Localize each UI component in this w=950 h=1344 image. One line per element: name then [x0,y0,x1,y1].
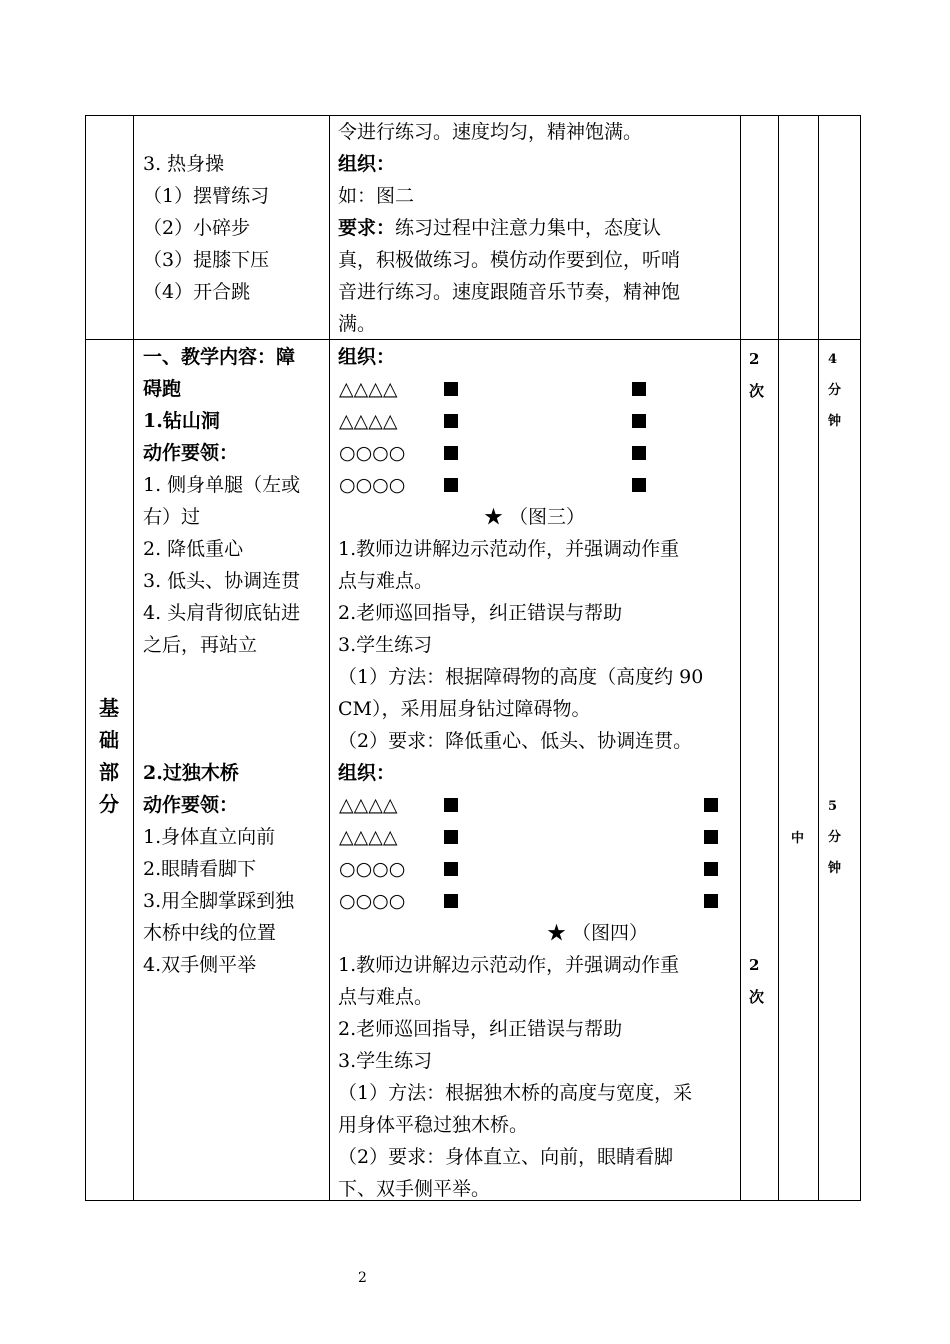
method-step: 3.学生练习 [338,1050,433,1072]
marker-square [704,894,718,908]
marker-square [632,382,646,396]
intensity-level: 中 [791,831,805,846]
column-divider [133,115,134,1201]
formation-row: ○○○○ [339,858,406,880]
item-title: 2.过独木桥 [143,762,239,784]
essential-point: 1.身体直立向前 [143,826,276,848]
content-heading: 一、教学内容：障 [143,346,296,368]
method-step: 下、双手侧平举。 [338,1178,491,1200]
warmup-org-text: 如：图二 [338,185,415,207]
method-step: 点与难点。 [338,570,434,592]
item-title: 1.钻山洞 [143,410,220,432]
method-step: 2.老师巡回指导，纠正错误与帮助 [338,602,623,624]
section-label-char: 基 [99,696,119,720]
essential-point: 之后，再站立 [143,634,258,656]
marker-square [444,414,458,428]
warmup-req-text: 真，积极做练习。模仿动作要到位，听哨 [338,249,681,271]
method-step: 点与难点。 [338,986,434,1008]
marker-square [632,446,646,460]
essential-point: 木桥中线的位置 [143,922,277,944]
column-divider [740,115,741,1201]
table-right-border [860,115,861,1201]
method-step: 1.教师边讲解边示范动作，并强调动作重 [338,538,680,560]
repetitions-unit: 次 [749,988,765,1006]
org-label: 组织： [338,346,396,368]
method-step: 1.教师边讲解边示范动作，并强调动作重 [338,954,680,976]
formation-row: △△△△ [339,794,398,816]
marker-square [444,862,458,876]
formation-row: △△△△ [339,826,398,848]
essentials-label: 动作要领： [143,794,239,816]
essential-point: 右）过 [143,506,201,528]
warmup-item: （1）摆臂练习 [143,185,270,207]
marker-square [704,862,718,876]
method-step: 2.老师巡回指导，纠正错误与帮助 [338,1018,623,1040]
marker-square [632,414,646,428]
essential-point: 2. 降低重心 [143,538,244,560]
warmup-item: （2）小碎步 [143,217,251,239]
method-step: （2）要求：身体直立、向前，眼睛看脚 [338,1146,674,1168]
method-step: （2）要求：降低重心、低头、协调连贯。 [338,730,693,752]
repetitions: 2 [749,350,760,368]
essential-point: 2.眼睛看脚下 [143,858,257,880]
warmup-req-text: 满。 [338,313,377,335]
essential-point: 1. 侧身单腿（左或 [143,474,301,496]
marker-square [444,894,458,908]
column-divider [778,115,779,1201]
essentials-label: 动作要领： [143,442,239,464]
warmup-item: （3）提膝下压 [143,249,270,271]
warmup-continued-text: 令进行练习。速度均匀，精神饱满。 [338,121,643,143]
table-left-border [85,115,86,1201]
duration-unit: 分 [828,383,842,398]
warmup-req-text: 练习过程中注意力集中，态度认 [395,217,662,239]
essential-point: 4. 头肩背彻底钻进 [143,602,301,624]
marker-square [444,830,458,844]
warmup-requirement [338,212,661,244]
marker-square [632,478,646,492]
method-step: 3.学生练习 [338,634,433,656]
method-step: CM），采用屈身钻过障碍物。 [338,698,591,720]
formation-row: △△△△ [339,410,398,432]
duration-unit: 钟 [828,861,842,876]
warmup-title: 3. 热身操 [143,153,225,175]
content-heading: 碍跑 [143,378,182,400]
marker-square [444,382,458,396]
formation-row: ○○○○ [339,890,406,912]
marker-square [704,830,718,844]
warmup-org-label: 组织： [338,153,396,175]
duration: 4 [828,352,838,367]
essential-point: 4.双手侧平举 [143,954,257,976]
method-step: （1）方法：根据独木桥的高度与宽度，采 [338,1082,693,1104]
method-step: （1）方法：根据障碍物的高度（高度约 90 [338,666,704,688]
marker-square [444,798,458,812]
section-label-char: 部 [99,760,119,784]
method-step: 用身体平稳过独木桥。 [338,1114,529,1136]
warmup-item: （4）开合跳 [143,281,251,303]
marker-square [704,798,718,812]
repetitions: 2 [749,956,760,974]
section-label-char: 分 [99,792,119,816]
formation-row: ○○○○ [339,442,406,464]
warmup-req-label: 要求： [338,217,396,239]
column-divider [818,115,819,1201]
section-label-char: 础 [99,728,119,752]
essential-point: 3.用全脚掌踩到独 [143,890,295,912]
warmup-req-text: 音进行练习。速度跟随音乐节奏，精神饱 [338,281,681,303]
marker-square [444,478,458,492]
page-number: 2 [358,1270,367,1286]
duration: 5 [828,799,838,814]
figure-caption: ★ （图四） [547,922,649,944]
marker-square [444,446,458,460]
repetitions-unit: 次 [749,382,765,400]
formation-row: ○○○○ [339,474,406,496]
duration-unit: 钟 [828,414,842,429]
duration-unit: 分 [828,830,842,845]
figure-caption: ★ （图三） [484,506,586,528]
essential-point: 3. 低头、协调连贯 [143,570,301,592]
column-divider [329,115,330,1201]
org-label: 组织： [338,762,396,784]
formation-row: △△△△ [339,378,398,400]
row-divider [85,339,861,340]
